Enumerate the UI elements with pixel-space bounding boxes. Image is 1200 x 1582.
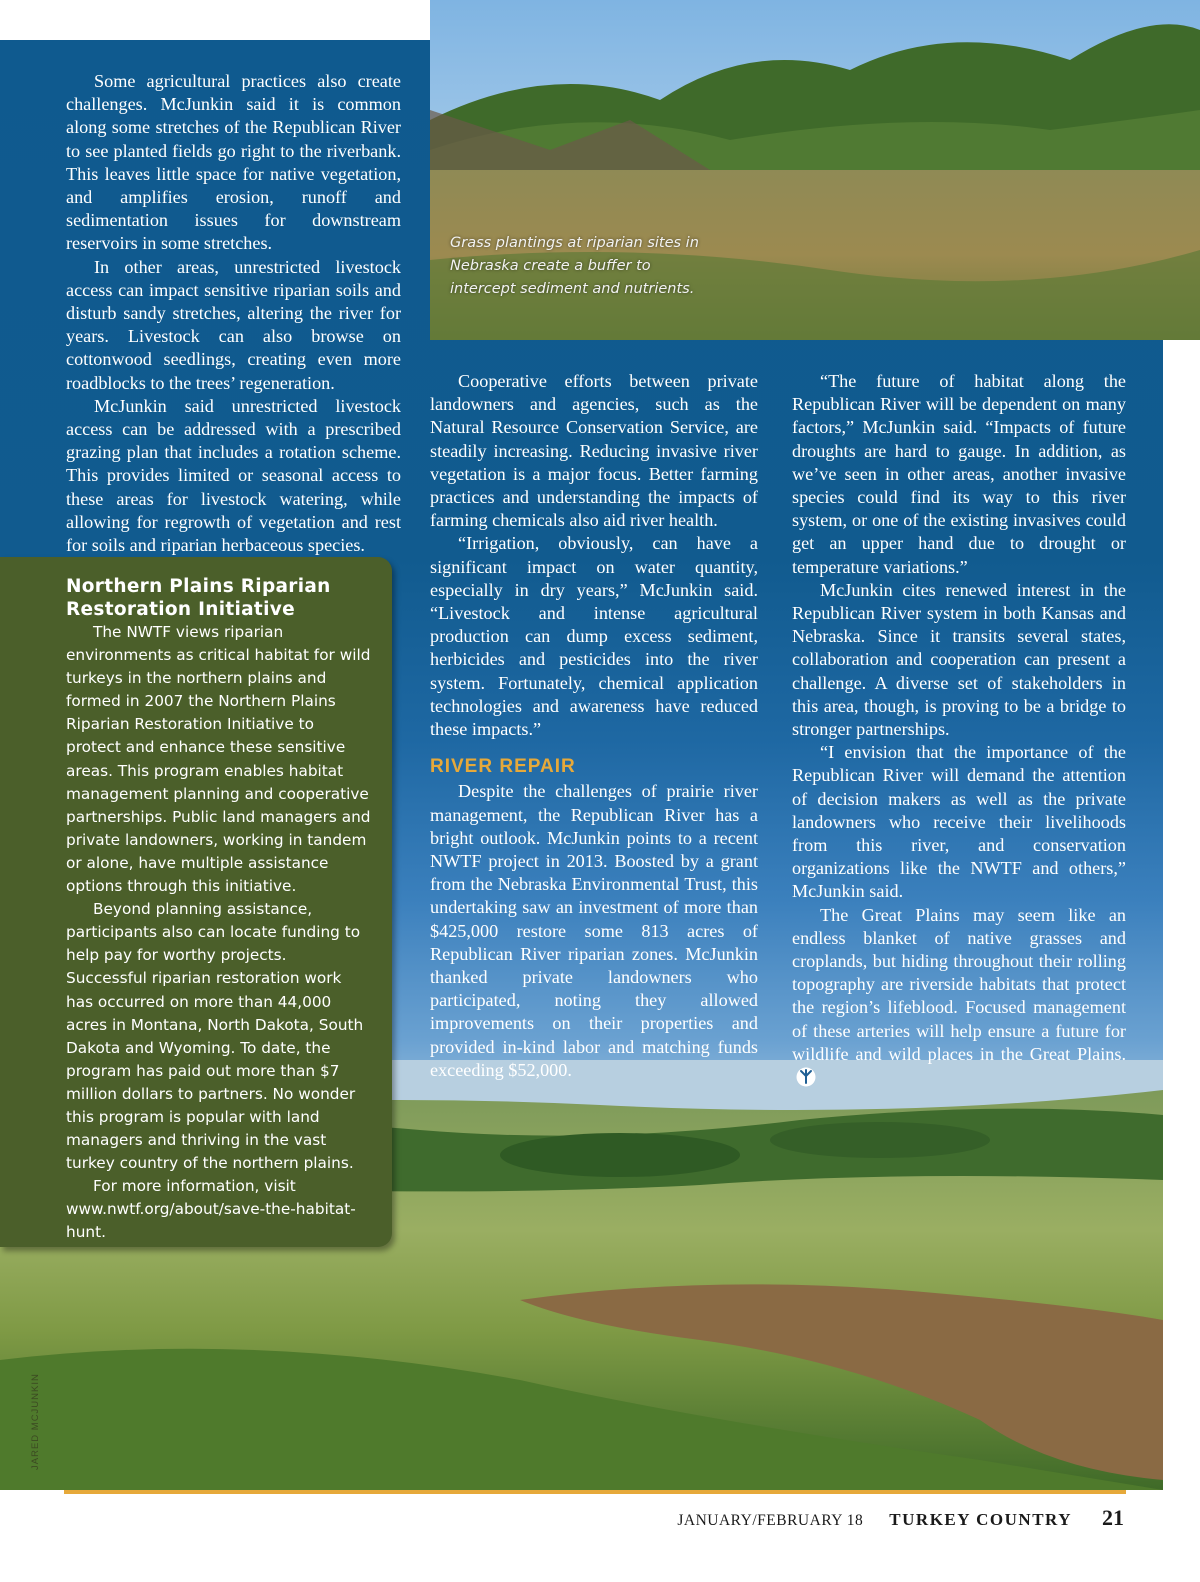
body-paragraph (792, 904, 1126, 1090)
right-column (792, 370, 1126, 1089)
body-paragraph: In other areas, unrestricted livestock access can impact sensitive riparian soils and disturb sandy stretches, altering the river for years. Livestock can also browse on cottonwood seedlings, creating even more roadblocks to the trees’ regeneration. (66, 256, 401, 393)
issue-date: JANUARY/FEBRUARY 18 (677, 1512, 864, 1529)
sidebar-content (66, 575, 371, 1245)
page-number: 21 (1102, 1505, 1124, 1530)
magazine-name: TURKEY COUNTRY (889, 1510, 1072, 1529)
sidebar-paragraph: Beyond planning assistance, participants also can locate funding to help pay for worthy projects. Successful riparian restoration work has occurred on more than 44,000 acres in Montana, North Dakota, South Dakota and Wyoming. To date, the program has paid out more than $7 million dollars to partners. No wonder this program is popular with land managers and thriving in the vast turkey country of the northern plains. (66, 900, 364, 1173)
section-subhead: RIVER REPAIR (430, 756, 576, 778)
body-paragraph: McJunkin cites renewed interest in the Republican River system in both Kansas and Nebraska. Since it transits several states, collaboration and cooperation can present a challenge. A diverse set of stakeholders in this area, though, is proving to be a bridge to stronger partnerships. (792, 579, 1126, 740)
sidebar-paragraph: The NWTF views riparian environments as critical habitat for wild turkeys in the northern plains and formed in 2007 the Northern Plains Riparian Restoration Initiative to protect and enhance these sensitive areas. This program enables habitat management planning and cooperative partnerships. Public land managers and private landowners, working in tandem or alone, have multiple assistance options through this initiative. (66, 623, 371, 896)
body-paragraph: “Irrigation, obviously, can have a significant impact on water quantity, especially in dry years,” McJunkin said. “Livestock and intense agricultural production can dump excess sediment, herbicides and pesticides into the river system. Fortunately, chemical application technologies and awareness have reduced these impacts.” (430, 533, 758, 740)
middle-column (430, 370, 758, 1082)
sidebar-paragraph: For more information, visit www.nwtf.org/about/save-the-habitat-hunt. (66, 1177, 356, 1242)
sidebar-box (0, 557, 392, 1247)
body-paragraph: McJunkin said unrestricted livestock access can be addressed with a prescribed grazing plan that includes a rotation scheme. This provides limited or seasonal access to these areas for livestock watering, while allowing for regrowth of vegetation and rest for soils and riparian herbaceous species. (66, 395, 401, 556)
body-paragraph: Cooperative efforts between private landowners and agencies, such as the Natural Resource Conservation Service, are steadily increasing. Reducing invasive river vegetation is a major focus. Better farming practices and understanding the impacts of farming chemicals also aid river health. (430, 371, 758, 531)
sidebar-title: Northern Plains Riparian Restoration Initiative (66, 576, 331, 620)
body-paragraph: “The future of habitat along the Republican River will be dependent on many factors,” McJunkin said. “Impacts of future droughts are hard to gauge. In addition, as we’ve seen in other areas, another invasive species could find its way to this river system, or one of the existing invasives could get an upper hand due to drought or temperature variations.” (792, 371, 1126, 577)
body-paragraph: Despite the challenges of prairie river management, the Republican River has a bright outlook. McJunkin points to a recent NWTF project in 2013. Boosted by a grant from the Nebraska Environmental Trust, this undertaking saw an investment of more than $425,000 restore some 813 acres of Republican River riparian zones. McJunkin thanked private landowners who participated, noting they allowed improvements on their properties and provided in-kind labor and matching funds exceeding $52,000. (430, 781, 758, 1080)
left-column (66, 70, 401, 557)
body-paragraph: “I envision that the importance of the Republican River will demand the attention of decision makers as well as the private landowners who receive their livelihoods from this river, and conservation organizations like the NWTF and others,” McJunkin said. (792, 742, 1126, 902)
footer-rule (64, 1490, 1126, 1494)
body-paragraph: Some agricultural practices also create challenges. McJunkin said it is common along some stretches of the Republican River to see planted fields go right to the riverbank. This leaves little space for native vegetation, and amplifies erosion, runoff and sedimentation issues for downstream reservoirs in some stretches. (66, 71, 401, 254)
page-footer (677, 1505, 1124, 1533)
turkey-track-icon (796, 1067, 816, 1087)
final-paragraph-text: The Great Plains may seem like an endless blanket of native grasses and croplands, but hiding throughout their rolling topography are riverside habitats that protect the region’s lifeblood. Focused management of these arteries will help ensure a future for wildlife and wild places in the Great Plains. (792, 904, 1126, 1064)
photo-credit: JARED MCJUNKIN (30, 1373, 41, 1470)
photo-caption: Grass plantings at riparian sites in Nebraska create a buffer to intercept sediment and nutrients. (450, 235, 699, 297)
